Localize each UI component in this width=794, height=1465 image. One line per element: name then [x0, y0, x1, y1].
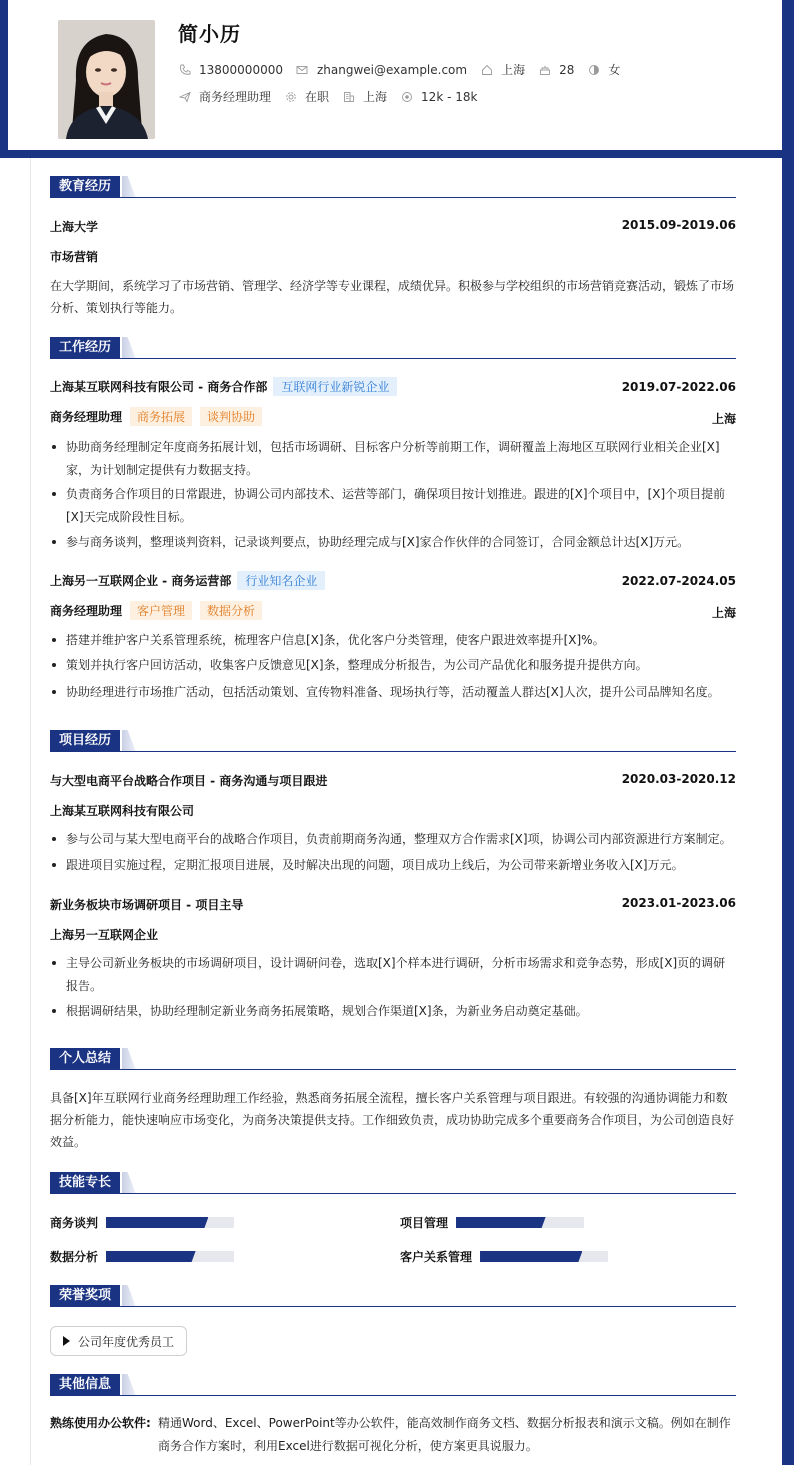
major-row: [50, 248, 736, 265]
section-rule: [50, 358, 736, 359]
job-location: 上海: [711, 606, 736, 620]
email-text: zhangwei@example.com: [316, 62, 468, 77]
section-rule: [50, 197, 736, 198]
other-label: 熟练使用办公软件:: [50, 1416, 151, 1430]
section-title: 其他信息: [50, 1374, 120, 1396]
job-bullet: 参与商务谈判，整理谈判资料，记录谈判要点，协助经理完成与[X]家合作伙伴的合同签订，合同金额总计达[X]万元。: [50, 531, 736, 554]
project-bullet: 主导公司新业务板块的市场调研项目，设计调研问卷，选取[X]个样本进行调研，分析市场需求和竞争态势，形成[X]页的调研报告。: [50, 952, 736, 998]
salary-text: 12k - 18k: [421, 89, 478, 104]
section-title: 个人总结: [50, 1048, 120, 1070]
project-org-row: [50, 926, 736, 943]
city-item: [342, 88, 387, 105]
gender-item: [587, 61, 620, 78]
frame-header-bar: [0, 150, 794, 158]
company-tag: 互联网行业新锐企业: [273, 377, 397, 396]
company-tag: 行业知名企业: [237, 571, 325, 590]
job-target-item: [178, 88, 271, 105]
skill-name: 客户关系管理: [400, 1250, 473, 1264]
skill-bar: [106, 1251, 234, 1262]
project-title: 与大型电商平台战略合作项目 - 商务沟通与项目跟进: [50, 774, 328, 788]
contact-row: [178, 61, 633, 78]
education-description: 在大学期间，系统学习了市场营销、管理学、经济学等专业课程，成绩优异。积极参与学校组织的市场营销竞赛活动，锻炼了市场分析、策划执行等能力。: [50, 279, 735, 315]
skill-tag: 数据分析: [200, 601, 262, 620]
project-title: 新业务板块市场调研项目 - 项目主导: [50, 898, 244, 912]
triangle-bullet-icon: [63, 1336, 70, 1346]
job-header: [50, 377, 736, 396]
summary-text: 具备[X]年互联网行业商务经理助理工作经验，熟悉商务拓展全流程，擅长客户关系管理与项目跟进。有较强的沟通协调能力和数据分析能力，能快速响应市场变化，为商务决策提供支持。工作细致负责，成功协助完成多个重要商务合作项目，为公司创造良好效益。: [50, 1091, 735, 1149]
skill-item: [50, 1248, 234, 1265]
hometown-item: [480, 61, 525, 78]
age-item: [538, 63, 574, 77]
resume-name: 简小历: [178, 22, 241, 46]
section-title-tail: [122, 337, 136, 359]
send-icon: [178, 90, 191, 103]
skill-item: [400, 1214, 584, 1231]
other-text: 精通Word、Excel、PowerPoint等办公软件，能高效制作商务文档、数据分析报表和演示文稿。例如在制作商务合作方案时，利用Excel进行数据可视化分析，使方案更具说服力。: [158, 1416, 731, 1453]
skill-tag: 谈判协助: [200, 407, 262, 426]
status-item: [284, 88, 329, 105]
skill-item: [400, 1248, 608, 1265]
status-text: 在职: [305, 90, 330, 104]
section-projects: [50, 730, 736, 752]
job-location: 上海: [711, 412, 736, 426]
section-skills: [50, 1172, 736, 1194]
hometown-text: 上海: [501, 63, 526, 77]
skill-bar-fill: [106, 1251, 196, 1262]
section-title-tail: [122, 1172, 136, 1194]
award-chip: [50, 1326, 187, 1356]
coin-icon: [400, 90, 413, 103]
award-text: 公司年度优秀员工: [78, 1334, 175, 1349]
company-name: 上海某互联网科技有限公司 - 商务合作部: [50, 380, 268, 394]
mail-icon: [296, 63, 309, 76]
resume-header: [0, 0, 782, 150]
major-name: 市场营销: [50, 250, 99, 264]
job-role-row: [50, 407, 736, 426]
skill-bar-fill: [456, 1217, 546, 1228]
section-title: 荣誉奖项: [50, 1285, 120, 1307]
section-title: 项目经历: [50, 730, 120, 752]
skill-bar-fill: [106, 1217, 208, 1228]
job-header: [50, 571, 736, 590]
section-title-tail: [122, 176, 136, 198]
section-rule: [50, 751, 736, 752]
project-bullet: 跟进项目实施过程，定期汇报项目进展，及时解决出现的问题，项目成功上线后，为公司带来新增业务收入[X]万元。: [50, 854, 736, 877]
job-role-row: [50, 601, 736, 620]
section-other: [50, 1374, 736, 1396]
project-org-row: [50, 802, 736, 819]
section-rule: [50, 1069, 736, 1070]
job-role: 商务经理助理: [50, 410, 123, 424]
section-summary: [50, 1048, 736, 1070]
job-period: 2019.07-2022.06: [621, 380, 736, 394]
project-org: 上海另一互联网企业: [50, 928, 159, 942]
gender-icon: [587, 63, 600, 76]
section-rule: [50, 1193, 736, 1194]
salary-item: [400, 90, 477, 104]
job-bullet: 搭建并维护客户关系管理系统，梳理客户信息[X]条，优化客户分类管理，使客户跟进效率提升[X]%。: [50, 629, 736, 652]
building-icon: [342, 90, 355, 103]
education-period: 2015.09-2019.06: [621, 218, 736, 232]
job-target-text: 商务经理助理: [199, 90, 272, 104]
phone-text: 13800000000: [199, 62, 283, 77]
skill-tag: 客户管理: [130, 601, 192, 620]
section-title-tail: [122, 1048, 136, 1070]
email-item: [296, 63, 467, 77]
home-icon: [480, 63, 493, 76]
project-org: 上海某互联网科技有限公司: [50, 804, 195, 818]
job-bullet: 策划并执行客户回访活动，收集客户反馈意见[X]条，整理成分析报告，为公司产品优化和服务提升提供方向。: [50, 654, 736, 677]
skill-bar: [456, 1217, 584, 1228]
section-title: 教育经历: [50, 176, 120, 198]
skill-name: 项目管理: [400, 1216, 449, 1230]
section-rule: [50, 1395, 736, 1396]
city-text: 上海: [363, 90, 388, 104]
project-period: 2023.01-2023.06: [621, 896, 736, 910]
frame-right-border: [782, 0, 794, 1465]
job-bullet: 协助商务经理制定年度商务拓展计划，包括市场调研、目标客户分析等前期工作，调研覆盖上海地区互联网行业相关企业[X]家，为计划制定提供有力数据支持。: [50, 436, 736, 482]
job-bullet: 协助经理进行市场推广活动，包括活动策划、宣传物料准备、现场执行等，活动覆盖人群达[X]人次，提升公司品牌知名度。: [50, 681, 736, 704]
skill-name: 商务谈判: [50, 1216, 99, 1230]
frame-inner-rule: [30, 158, 31, 1465]
section-title-tail: [122, 1285, 136, 1307]
gender-text: 女: [608, 63, 621, 77]
job-bullet: 负责商务合作项目的日常跟进，协调公司内部技术、运营等部门，确保项目按计划推进。跟进的[X]个项目中，[X]个项目提前[X]天完成阶段性目标。: [50, 483, 736, 529]
section-title-tail: [122, 1374, 136, 1396]
job-period: 2022.07-2024.05: [621, 574, 736, 588]
section-title: 技能专长: [50, 1172, 120, 1194]
section-awards: [50, 1285, 736, 1307]
skill-name: 数据分析: [50, 1250, 99, 1264]
project-period: 2020.03-2020.12: [621, 772, 736, 786]
education-row: [50, 218, 736, 235]
job-intent-row: [178, 88, 490, 105]
project-bullet: 根据调研结果，协助经理制定新业务商务拓展策略，规划合作渠道[X]条，为新业务启动奠定基础。: [50, 1000, 736, 1023]
project-header: [50, 772, 736, 789]
job-role: 商务经理助理: [50, 604, 123, 618]
section-education: [50, 176, 736, 198]
skill-bar: [106, 1217, 234, 1228]
gear-icon: [284, 90, 297, 103]
school-name: 上海大学: [50, 220, 99, 234]
avatar: [58, 20, 155, 139]
phone-item: [178, 63, 283, 77]
skill-tag: 商务拓展: [130, 407, 192, 426]
section-title: 工作经历: [50, 337, 120, 359]
phone-icon: [178, 63, 191, 76]
skill-bar-fill: [480, 1251, 582, 1262]
age-text: 28: [559, 62, 575, 77]
company-name: 上海另一互联网企业 - 商务运营部: [50, 574, 232, 588]
section-title-tail: [122, 730, 136, 752]
section-rule: [50, 1306, 736, 1307]
project-bullet: 参与公司与某大型电商平台的战略合作项目，负责前期商务沟通，整理双方合作需求[X]项，协调公司内部资源进行方案制定。: [50, 828, 736, 851]
project-header: [50, 896, 736, 913]
section-work: [50, 337, 736, 359]
skill-item: [50, 1214, 234, 1231]
cake-icon: [538, 63, 551, 76]
skill-bar: [480, 1251, 608, 1262]
